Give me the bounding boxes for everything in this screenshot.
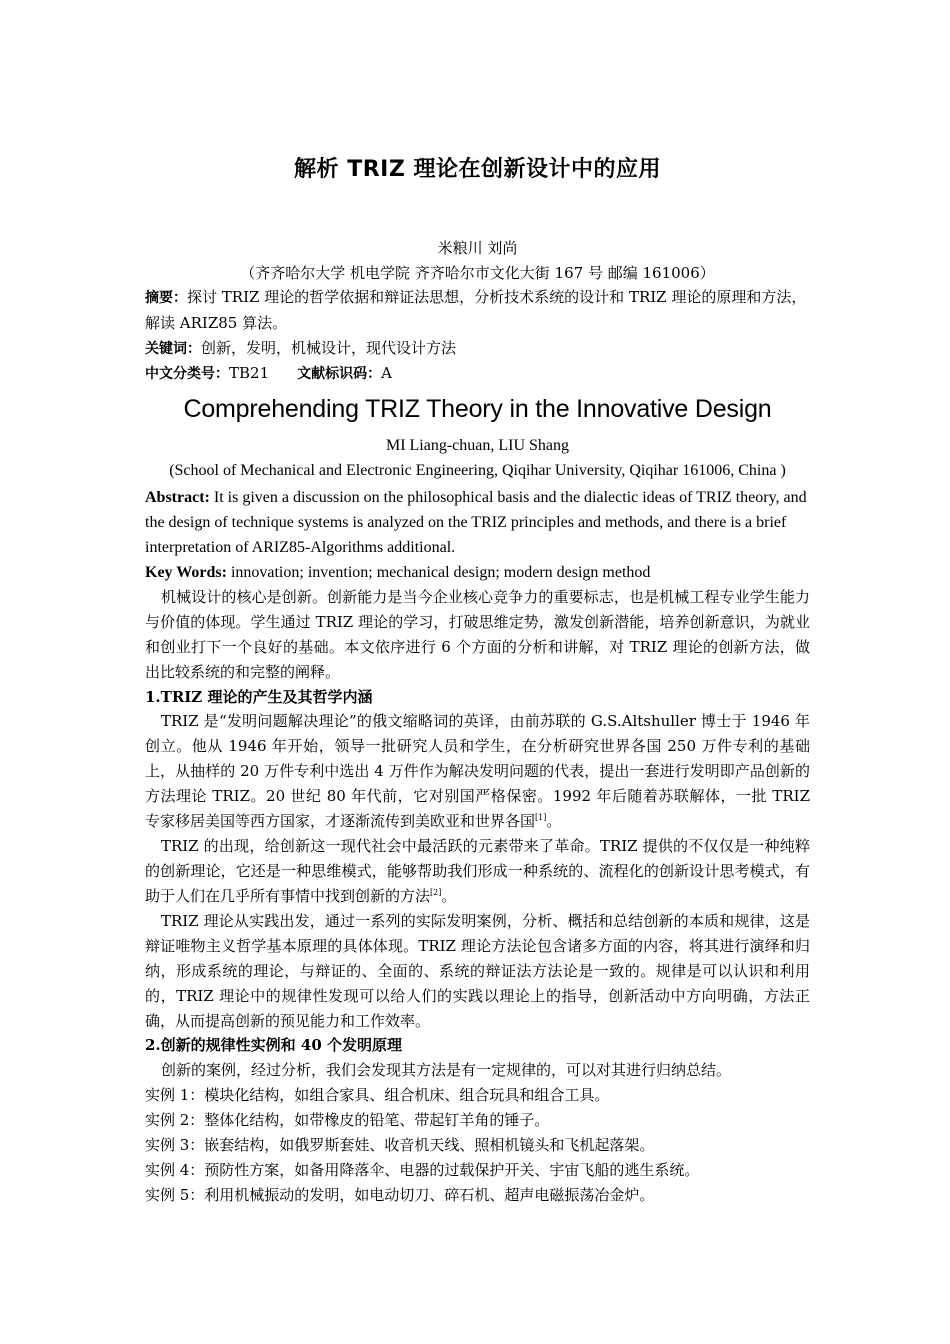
abstract-en-text: It is given a discussion on the philosophical basis and the dialectic ideas of TRIZ theory, and the design of technique systems is analyzed on the TRIZ principles and methods, and there is a brief interpretation of ARIZ85-Algorithms additional. — [145, 489, 807, 556]
abstract-cn-text: 探讨 TRIZ 理论的哲学依据和辩证法思想，分析技术系统的设计和 TRIZ 理论的原理和方法，解读 ARIZ85 算法。 — [145, 288, 807, 332]
example-item: 实例 1：模块化结构，如组合家具、组合机床、组合玩具和组合工具。 — [145, 1086, 610, 1104]
example-item: 实例 3：嵌套结构，如俄罗斯套娃、收音机天线、照相机镜头和飞机起落架。 — [145, 1136, 655, 1154]
section1-p1-end: 。 — [546, 812, 562, 830]
citation-2: [2] — [430, 888, 442, 897]
authors-cn: 米粮川 刘尚 — [437, 239, 518, 257]
affiliation-cn: （齐齐哈尔大学 机电学院 齐齐哈尔市文化大街 167 号 邮编 161006） — [240, 264, 715, 282]
example-item: 实例 4：预防性方案，如备用降落伞、电器的过载保护开关、宇宙飞船的逃生系统。 — [145, 1161, 700, 1179]
section1-p2-end: 。 — [441, 887, 457, 905]
abstract-cn — [145, 285, 810, 336]
abstract-en — [145, 485, 810, 560]
keywords-cn-text: 创新，发明，机械设计，现代设计方法 — [201, 339, 457, 357]
example-item: 实例 2：整体化结构，如带橡皮的铅笔、带起钉羊角的锤子。 — [145, 1111, 550, 1129]
affiliation-en: (School of Mechanical and Electronic Engineering, Qiqihar University, Qiqihar 161006, China ) — [169, 462, 786, 479]
section1-p1-text: TRIZ 是“发明问题解决理论”的俄文缩略词的英译，由前苏联的 G.S.Altshuller 博士于 1946 年创立。他从 1946 年开始，领导一批研究人员和学生，在分析研究世界各国 250 万件专利的基础上，从抽样的 20 万件专利中选出 4 万件作为解决发明问题的代表，提出一套进行发明即产品创新的方法理论 TRIZ。20 世纪 80 年代前，它对别国严格保密。1992 年后随着苏联解体，一批 TRIZ 专家移居美国等西方国家，才逐渐流传到美欧亚和世界各国 — [145, 712, 810, 830]
keywords-en-text: innovation; invention; mechanical design; modern design method — [226, 564, 651, 581]
example-item: 实例 5：利用机械振动的发明，如电动切刀、碎石机、超声电磁振荡冶金炉。 — [145, 1186, 655, 1204]
doc-code-label: 文献标识码： — [297, 366, 382, 382]
clc-label: 中文分类号： — [145, 366, 229, 382]
title-en: Comprehending TRIZ Theory in the Innovative Design — [183, 395, 772, 423]
section1-paragraph-2 — [145, 834, 810, 909]
abstract-en-label: Abstract: — [145, 489, 210, 506]
authors-en: MI Liang-chuan, LIU Shang — [385, 437, 570, 454]
citation-1: [1] — [535, 813, 547, 822]
keywords-en-label: Key Words: — [145, 564, 227, 581]
title-cn: 解析 TRIZ 理论在创新设计中的应用 — [294, 157, 661, 182]
example-list — [145, 1083, 810, 1208]
section1-p2-text: TRIZ 的出现，给创新这一现代社会中最活跃的元素带来了革命。TRIZ 提供的不仅仅是一种纯粹的创新理论，它还是一种思维模式，能够帮助我们形成一种系统的、流程化的创新设计思考模式，有助于人们在几乎所有事情中找到创新的方法 — [145, 837, 810, 905]
abstract-cn-label: 摘要： — [145, 290, 187, 306]
classification — [145, 361, 810, 387]
section2-paragraph-1: 创新的案例，经过分析，我们会发现其方法是有一定规律的，可以对其进行归纳总结。 — [161, 1061, 732, 1079]
section1-paragraph-3: TRIZ 理论从实践出发，通过一系列的实际发明案例，分析、概括和总结创新的本质和规律，这是辩证唯物主义哲学基本原理的具体体现。TRIZ 理论方法论包含诸多方面的内容，将其进行演绎和归纳，形成系统的理论，与辩证的、全面的、系统的辩证法方法论是一致的。规律是可以认识和利用的，TRIZ 理论中的规律性发现可以给人们的实践以理论上的指导，创新活动中方向明确，方法正确，从而提高创新的预见能力和工作效率。 — [145, 912, 810, 1030]
section1-paragraph-1 — [145, 709, 810, 834]
clc-value: TB21 — [229, 364, 270, 382]
keywords-cn — [145, 336, 810, 362]
section2-heading: 2.创新的规律性实例和 40 个发明原理 — [145, 1036, 402, 1054]
doc-code-value: A — [381, 364, 392, 382]
keywords-cn-label: 关键词： — [145, 341, 201, 357]
keywords-en — [145, 560, 810, 585]
section1-heading: 1.TRIZ 理论的产生及其哲学内涵 — [145, 688, 373, 706]
intro-paragraph: 机械设计的核心是创新。创新能力是当今企业核心竞争力的重要标志，也是机械工程专业学生能力与价值的体现。学生通过 TRIZ 理论的学习，打破思维定势，激发创新潜能，培养创新意识，为就业和创业打下一个良好的基础。本文依序进行 6 个方面的分析和讲解，对 TRIZ 理论的创新方法，做出比较系统的和完整的阐释。 — [145, 588, 810, 681]
